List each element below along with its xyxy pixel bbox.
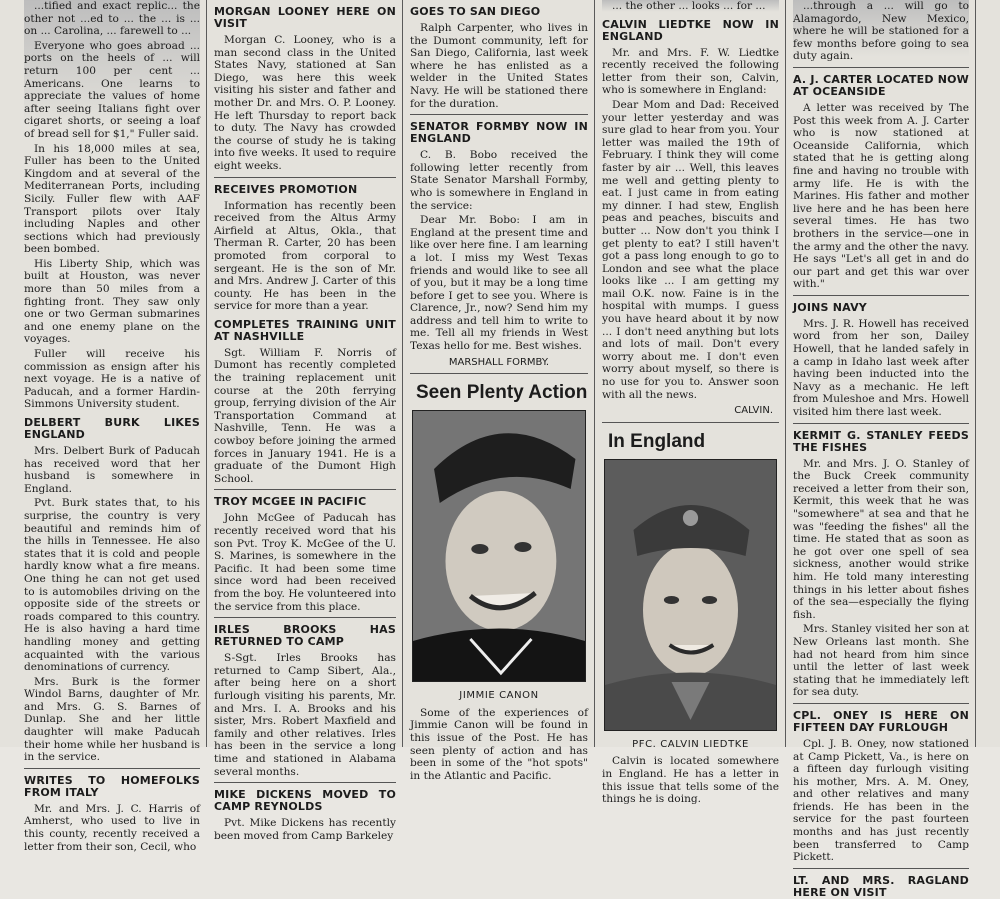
headline: IRLES BROOKS HAS RETURNED TO CAMP (214, 623, 396, 649)
paragraph: Fuller will receive his commission as ensign after his next voyage. He is a native of Paducah, and a former Hardin-Simmons University student. (24, 348, 200, 411)
paragraph: ... the other ... looks ... for ... (612, 0, 766, 12)
photo-banner: In England (608, 430, 706, 452)
divider (793, 423, 969, 424)
divider (214, 177, 396, 178)
paragraph: Dear Mr. Bobo: I am in England at the present time and like over here fine. I am learning a lot. I miss my West Texas friends and would like to see all of you, but it may be a long time before I get to see you. Where is Clarence, Jr., now? Send him my address and tell him to write to me. Tell all my friends in West Texas hello for me. Best wishes. (410, 214, 588, 353)
signature: MARSHALL FORMBY. (448, 356, 550, 368)
paragraph: ...through a ... will go to Alamagordo, New Mexico, where he will be stationed for a few months before going to sea duty again. (793, 0, 969, 63)
headline: CALVIN LIEDTKE NOW IN ENGLAND (602, 17, 779, 43)
paragraph: Calvin is located somewhere in England. He has a letter in this issue that tells some of the things he is doing. (602, 755, 779, 806)
sailor-portrait (413, 411, 585, 681)
headline: SENATOR FORMBY NOW IN ENGLAND (410, 120, 588, 146)
headline: A. J. CARTER LOCATED NOW AT OCEANSIDE (793, 72, 969, 98)
photo-banner: Seen Plenty Action (416, 382, 588, 404)
paragraph: His Liberty Ship, which was built at Houston, was never more than 50 miles from a fighting front. They saw only one or two German submarines and one enemy plane on the voyages. (24, 257, 200, 346)
soldier-portrait (605, 460, 776, 730)
column-rule (402, 0, 403, 747)
headline: JOINS NAVY (793, 300, 867, 314)
headline: CPL. ONEY IS HERE ON FIFTEEN DAY FURLOUGH (793, 708, 969, 734)
headline: GOES TO SAN DIEGO (410, 5, 541, 18)
headline: KERMIT G. STANLEY FEEDS THE FISHES (793, 428, 969, 454)
headline: MIKE DICKENS MOVED TO CAMP REYNOLDS (214, 788, 396, 814)
column-3 (404, 0, 594, 782)
headline: COMPLETES TRAINING UNIT AT NASHVILLE (214, 317, 396, 343)
headline: TROY MCGEE IN PACIFIC (214, 495, 367, 509)
divider (602, 422, 779, 423)
headline: MORGAN LOONEY HERE ON VISIT (214, 5, 396, 30)
divider (410, 373, 588, 374)
paragraph: Pvt. Mike Dickens has recently been moved from Camp Barkeley (214, 817, 396, 842)
paragraph: Mrs. J. R. Howell has received word from her son, Dailey Howell, that he landed safely in a camp in Idaho last week after having been inducted into the Navy as a mechanic. He left from Muleshoe and Mrs. Howell visited him there last week. (793, 317, 969, 419)
divider (24, 768, 200, 769)
divider (793, 295, 969, 296)
paragraph: In his 18,000 miles at sea, Fuller has been to the United Kingdom and at several of the Mediterranean Ports, including Sicily. Fuller flew with AAF Transport pilots over Italy including Naples and other sections which had previously been bombed. (24, 142, 200, 256)
paragraph: C. B. Bobo received the following letter recently from State Senator Marshall Formby, who is somewhere in England in the service: (410, 149, 588, 212)
paragraph: Dear Mom and Dad: Received your letter yesterday and was sure glad to hear from you. Your letter was mailed the 19th of February. I think they will come faster by air ... Well, this leaves me well and getting plenty to eat. I just came in from eating my dinner. I had stew, English peas and peaches, biscuits and butter ... Now don't you think I get plenty to eat? I still haven't got a pass long enough to go to London and see what the place looks like ... I am getting my mail O.K. now. Faine is in the hospital with mumps. I guess you have heard about it by now ... I don't need anything but lots and lots of mail. Don't every worry about me. I don't even worry about myself, so there is no use for you to. Answer soon with all the news. (602, 98, 779, 401)
portrait-photo-sailor (412, 410, 586, 682)
column-5 (787, 0, 975, 899)
paragraph: Morgan C. Looney, who is a man second class in the United States Navy, stationed at San Diego, was here this week visiting his sister and father and mother Dr. and Mrs. O. P. Looney. He left Thursday to report back to duty. The Navy has crowded the course of study he is taking into five weeks. It used to require eight weeks. (214, 34, 396, 172)
headline: RECEIVES PROMOTION (214, 182, 358, 196)
paragraph: Sgt. William F. Norris of Dumont has recently completed the training replacement unit course at the 20th ferrying group, ferrying division of the Air Transportation Command at Nashville, Tenn. He was a cowboy before joining the armed forces in January 1941. He is a graduate of the Dumont High School. (214, 346, 396, 485)
faded-top (24, 0, 200, 141)
portrait-photo-soldier (604, 459, 777, 731)
column-2 (208, 0, 402, 842)
photo-caption: PFC. CALVIN LIEDTKE (632, 738, 749, 750)
faded-top (793, 0, 969, 63)
paragraph: A letter was received by The Post this week from A. J. Carter who is now stationed at Oceanside California, which stated that he is getting along fine and having no trouble with army life. He is with the Marines. His father and mother live here and he has been here several times. He has two brothers in the service—one in the army and the other the navy. He says "Let's all get in and do our part and get this war over with." (793, 101, 969, 291)
paragraph: Everyone who goes abroad ... ports on the heels of ... will return 100 per cent ... Americans. One learns to appreciate the values of home after seeing Italians fight over cigaret shorts, or seeing a loaf of bread sell for $1," Fuller said. (24, 39, 200, 140)
headline: DELBERT BURK LIKES ENGLAND (24, 416, 200, 441)
paragraph: Information has recently been received from the Altus Army Airfield at Altus, Okla., that Therman R. Carter, 20 has been promoted from corporal to sergeant. He is the son of Mr. and Mrs. Andrew J. Carter of this county. He has been in the service for more than a year. (214, 199, 396, 313)
paragraph: S-Sgt. Irles Brooks has returned to Camp Sibert, Ala., after being here on a short furlough visiting his parents, Mr. and Mrs. I. A. Brooks and his sister, Mrs. Robert Maxfield and family and other relatives. Irles has been in the service a long time and stationed in Alabama several months. (214, 652, 396, 778)
faded-top (602, 0, 779, 13)
paragraph: Pvt. Burk states that, to his surprise, the country is very beautiful and reminds him of the hills in Tennessee. He also states that it is cold and people hardly know what a fire means. One thing he can not get used to is automobiles driving on the opposite side of the streets or roads compared to this country. He is also having a hard time handling money and getting acquainted with the various denominations of currency. (24, 497, 200, 674)
column-rule (785, 0, 786, 747)
paragraph: Some of the experiences of Jimmie Canon will be found in this issue of the Post. He has seen plenty of action and has been in some of the "hot spots" in the Atlantic and Pacific. (410, 706, 588, 782)
column-1 (18, 0, 206, 853)
paragraph: ...tified and exact replic... the other not ...ed to ... the ... is ... on ... Carolina, ... farewell to ... (24, 0, 200, 38)
paragraph: Mrs. Burk is the former Windol Barns, daughter of Mr. and Mrs. G. S. Barnes of Dunlap. She and her little daughter will make Paducah their home while her husband is in the service. (24, 675, 200, 764)
column-4 (596, 0, 785, 806)
paragraph: Ralph Carpenter, who lives in the Dumont community, left for San Diego, California, last week where he has enlisted as a welder in the United States Navy. He will be stationed there for the duration. (410, 22, 588, 110)
headline: LT. AND MRS. RAGLAND HERE ON VISIT (793, 873, 969, 899)
divider (793, 703, 969, 704)
divider (214, 782, 396, 783)
paragraph: Cpl. J. B. Oney, now stationed at Camp Pickett, Va., is here on a fifteen day furlough visiting his mother, Mrs. A. M. Oney, and other relatives and many friends. He has been in the service for the past fourteen months and has just recently been transferred to Camp Pickett. (793, 737, 969, 864)
divider (793, 868, 969, 869)
divider (793, 67, 969, 68)
signature: CALVIN. (734, 405, 773, 417)
photo-caption: JIMMIE CANON (459, 690, 539, 702)
column-rule (594, 0, 595, 747)
paragraph: Mr. and Mrs. J. C. Harris of Amherst, who used to live in this county, recently received a letter from their son, Cecil, who (24, 802, 200, 853)
column-rule (206, 0, 207, 747)
paragraph: Mrs. Delbert Burk of Paducah has received word that her husband is somewhere in England. (24, 445, 200, 495)
headline: WRITES TO HOMEFOLKS FROM ITALY (24, 773, 200, 799)
paragraph: Mr. and Mrs. F. W. Liedtke recently received the following letter from their son, Calvin, who is somewhere in England: (602, 46, 779, 97)
paragraph: Mrs. Stanley visited her son at New Orleans last month. She had not heard from him since until the letter of last week stating that he immediately left for sea duty. (793, 623, 969, 699)
divider (214, 617, 396, 618)
column-rule (975, 0, 976, 747)
paragraph: Mr. and Mrs. J. O. Stanley of the Buck Creek community received a letter from their son, Kermit, this week that he was "somewhere" at sea and that he was "feeding the fishes" all the time. He stated that as soon as he got over one spell of sea sickness, another would strike him. He told many interesting things in his letter about fishes of the sea—especially the flying fish. (793, 457, 969, 621)
divider (410, 114, 588, 115)
paragraph: John McGee of Paducah has recently received word that his son Pvt. Troy K. McGee of the U. S. Marines, is somewhere in the Pacific. It had been some time since word had been received from the boy. He volunteered into the service from this place. (214, 512, 396, 613)
divider (214, 489, 396, 490)
